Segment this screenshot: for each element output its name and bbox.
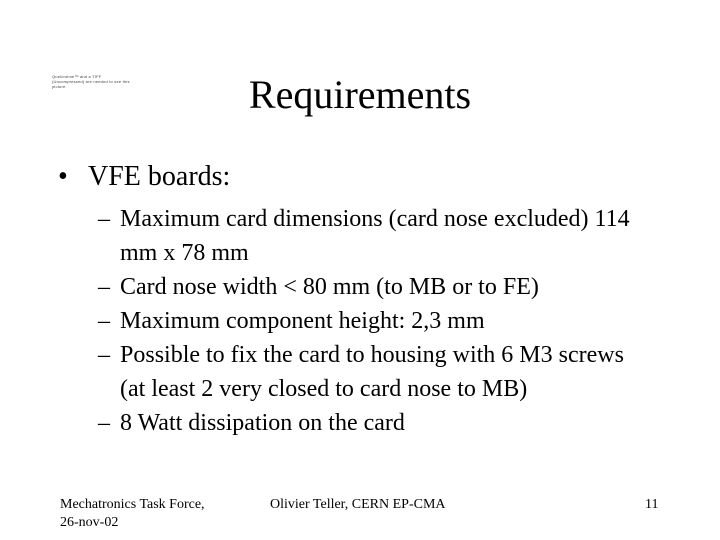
list-item-text: Possible to fix the card to housing with 6 M3 screws (at least 2 very closed to card nose to MB) [120, 342, 624, 402]
dash-icon: – [98, 308, 110, 334]
slide-title-text: Requirements [248, 72, 472, 117]
list-item [98, 304, 638, 338]
list-item-text: 8 Watt dissipation on the card [120, 410, 405, 436]
slide-title [0, 72, 720, 118]
dash-icon: – [98, 274, 110, 300]
bullet-dot-icon: • [58, 161, 68, 192]
list-item [98, 202, 638, 270]
sub-bullet-list [98, 202, 638, 440]
page-number: 11 [645, 497, 659, 512]
list-item [98, 338, 638, 406]
footer-date: 26-nov-02 [60, 515, 119, 530]
footer-author: Olivier Teller, CERN EP-CMA [270, 497, 446, 512]
main-bullet-text: VFE boards: [88, 161, 231, 192]
list-item-text: Maximum card dimensions (card nose excluded) 114 mm x 78 mm [120, 206, 630, 266]
main-bullet [58, 160, 230, 194]
embedded-picture-placeholder: Quelcrolme™ and a TIFF (Uncompressed) are needed to see this picture. [52, 74, 130, 89]
dash-icon: – [98, 342, 110, 368]
footer-left [60, 496, 240, 532]
footer-event: Mechatronics Task Force, [60, 497, 205, 512]
list-item-text: Maximum component height: 2,3 mm [120, 308, 485, 334]
dash-icon: – [98, 410, 110, 436]
list-item-text: Card nose width < 80 mm (to MB or to FE) [120, 274, 539, 300]
dash-icon: – [98, 206, 110, 232]
list-item [98, 406, 638, 440]
list-item [98, 270, 638, 304]
